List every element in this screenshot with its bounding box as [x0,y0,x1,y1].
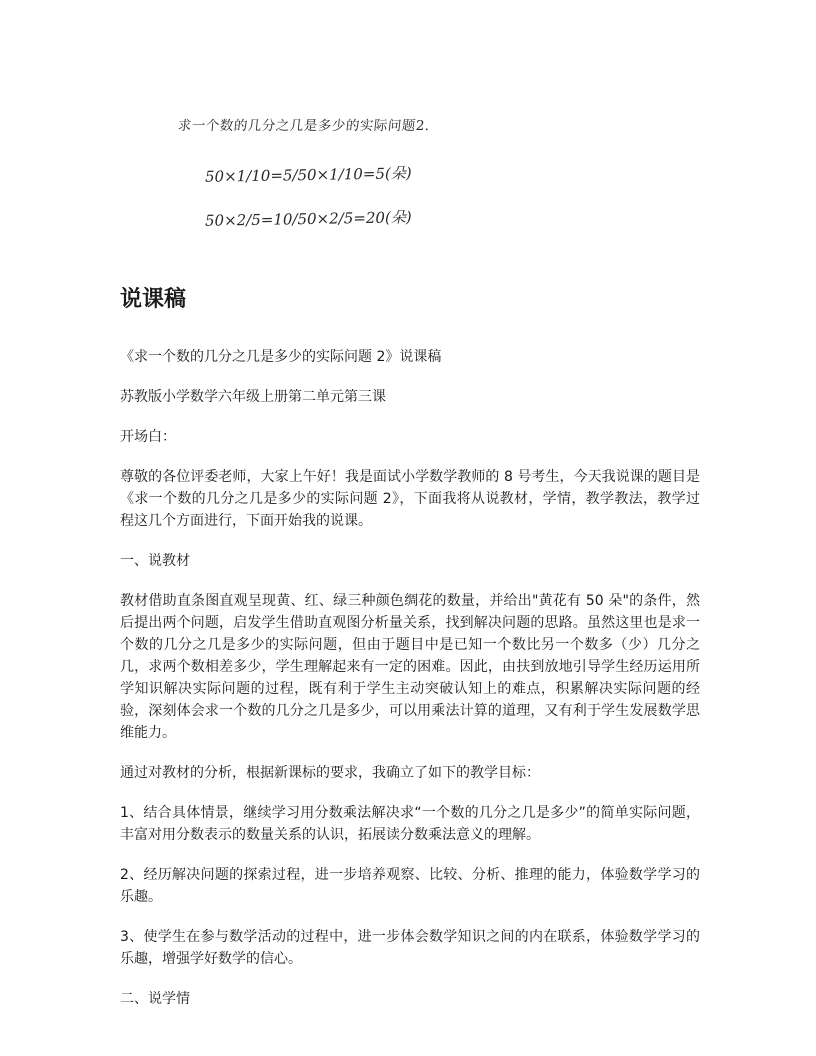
section-heading-students: 二、说学情 [120,991,190,1007]
handwritten-note-image [160,100,460,260]
section-heading-textbook: 一、说教材 [120,553,190,569]
paragraph-lesson-title: 《求一个数的几分之几是多少的实际问题 2》说课稿 [120,349,442,365]
paragraph-goals-intro: 通过对教材的分析，根据新课标的要求，我确立了如下的教学目标： [120,765,540,781]
paragraph-goal-1: 1、结合具体情景，继续学习用分数乘法解决求“一个数的几分之几是多少”的简单实际问题，丰富对用分数表示的数量关系的认识，拓展读分数乘法意义的理解。 [120,805,700,843]
paragraph-textbook-info: 苏教版小学数学六年级上册第二单元第三课 [120,389,386,405]
paragraph-opening-label: 开场白： [120,429,176,445]
paragraph-textbook-analysis: 教材借助直条图直观呈现黄、红、绿三种颜色绸花的数量，并给出"黄花有 50 朵"的条件，然后提出两个问题，启发学生借助直观图分析量关系，找到解决问题的思路。虽然这里也是求一个数的几分之几是多少的实际问题，但由于题目中是已知一个数比另一个数多（少）几分之几，求两个数相差多少，学生理解起来有一定的困难。因此，由扶到放地引导学生经历运用所学知识解决实际问题的过程，既有利于学生主动突破认知上的难点，积累解决实际问题的经验，深刻体会求一个数的几分之几是多少，可以用乘法计算的道理，又有利于学生发展数学思维能力。 [120,593,700,741]
handwritten-equation-2: 50×2/5=10/50×2/5=20(朵) [204,208,412,230]
handwritten-equation-1: 50×1/10=5/50×1/10=5(朵) [204,164,412,186]
handwritten-title: 求一个数的几分之几是多少的实际问题2. [176,118,431,134]
document-title: 说课稿 [120,287,187,312]
paragraph-goal-3: 3、使学生在参与数学活动的过程中，进一步体会数学知识之间的内在联系，体验数学学习的乐趣，增强学好数学的信心。 [120,929,700,967]
paragraph-goal-2: 2、经历解决问题的探索过程，进一步培养观察、比较、分析、推理的能力，体验数学学习的乐趣。 [120,867,700,905]
document-body [120,280,700,1028]
paragraph-opening: 尊敬的各位评委老师，大家上午好！我是面试小学数学教师的 8 号考生，今天我说课的题目是《求一个数的几分之几是多少的实际问题 2》，下面我将从说教材，学情，教学教法，教学过程这几个方面进行，下面开始我的说课。 [120,469,700,529]
